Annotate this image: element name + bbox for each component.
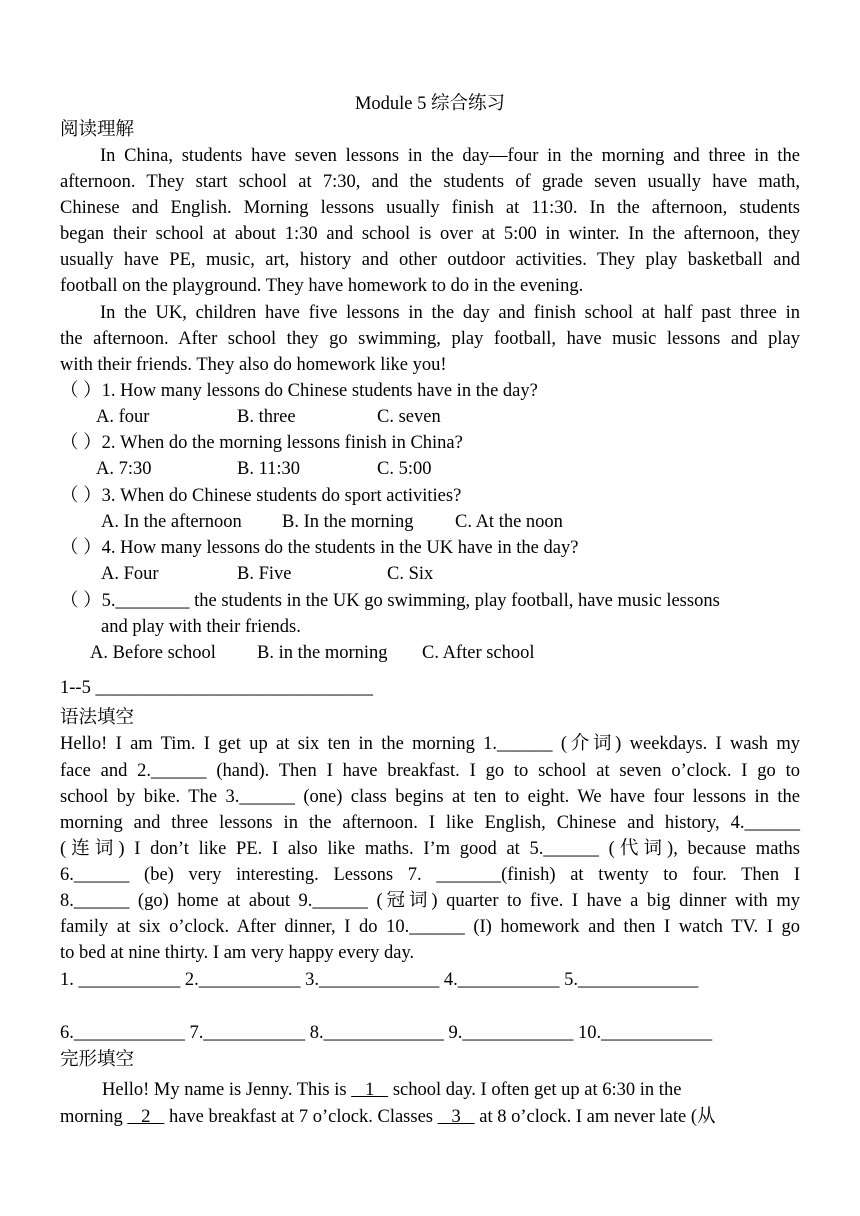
question-1: （ ）1. How many lessons do Chinese students have in the day? [60,381,538,401]
q4-option-a[interactable]: A. Four [101,564,159,584]
question-3: （ ）3. When do Chinese students do sport activities? [60,486,462,506]
cloze-text: school day. I often get up at 6:30 in the [388,1080,682,1100]
question-5-continued: and play with their friends. [101,617,301,637]
grammar-line: (连词) I don’t like PE. I also like maths. I’m good at 5.______ (代词), because maths [60,839,800,859]
page-title: Module 5 综合练习 [354,94,506,114]
cloze-line-2 [60,1104,800,1130]
cloze-text: at 8 o’clock. I am never late (从 [474,1107,716,1127]
grammar-heading: 语法填空 [60,708,135,728]
cloze-text: Hello! My name is Jenny. This is [102,1080,352,1100]
q1-option-b[interactable]: B. three [237,407,296,427]
q2-option-c[interactable]: C. 5:00 [377,459,432,479]
q2-option-b[interactable]: B. 11:30 [237,459,301,479]
cloze-blank-3[interactable]: 3 [437,1107,475,1127]
question-2: （ ）2. When do the morning lessons finish in China? [60,433,463,453]
q3-option-b[interactable]: B. In the morning [282,512,414,532]
grammar-line: face and 2.______ (hand). Then I have breakfast. I go to school at seven o’clock. I go to [60,761,800,781]
reading-para1-line: Chinese and English. Morning lessons usually finish at 11:30. In the afternoon, students [60,198,800,218]
grammar-answers-row-1[interactable]: 1. ___________ 2.___________ 3._____________ 4.___________ 5._____________ [60,970,699,990]
cloze-blank-2[interactable]: 2 [127,1107,165,1127]
grammar-line: 8.______ (go) home at about 9.______ (冠词) quarter to five. I have a big dinner with my [60,891,800,911]
reading-para2-line: the afternoon. After school they go swimming, play football, have music lessons and play [60,329,800,349]
reading-para2-line: In the UK, children have five lessons in the day and finish school at half past three in [100,303,800,323]
grammar-line: to bed at nine thirty. I am very happy every day. [60,943,415,963]
q4-option-b[interactable]: B. Five [237,564,292,584]
grammar-line: morning and three lessons in the afternoon. I like English, Chinese and history, 4.______ [60,813,800,833]
reading-para1-line: football on the playground. They have homework to do in the evening. [60,276,584,296]
cloze-text: have breakfast at 7 o’clock. Classes [164,1107,438,1127]
q5-option-b[interactable]: B. in the morning [257,643,388,663]
grammar-answers-row-2[interactable]: 6.____________ 7.___________ 8._____________ 9.____________ 10.____________ [60,1023,713,1043]
q2-option-a[interactable]: A. 7:30 [96,459,152,479]
grammar-line: 6.______ (be) very interesting. Lessons 7. _______(finish) at twenty to four. Then I [60,865,800,885]
reading-para1-line: usually have PE, music, art, history and other outdoor activities. They play basketball and [60,250,800,270]
q1-option-a[interactable]: A. four [96,407,150,427]
reading-para1-line: afternoon. They start school at 7:30, and the students of grade seven usually have math, [60,172,800,192]
cloze-blank-1[interactable]: 1 [351,1080,389,1100]
q5-option-a[interactable]: A. Before school [90,643,216,663]
grammar-line: Hello! I am Tim. I get up at six ten in the morning 1.______ (介词) weekdays. I wash my [60,734,800,754]
reading-para2-line: with their friends. They also do homework like you! [60,355,447,375]
q1-option-c[interactable]: C. seven [377,407,441,427]
q3-option-a[interactable]: A. In the afternoon [101,512,242,532]
cloze-text: morning [60,1107,128,1127]
q3-option-c[interactable]: C. At the noon [455,512,563,532]
cloze-line-1 [60,1077,800,1103]
reading-heading: 阅读理解 [60,120,135,140]
q4-option-c[interactable]: C. Six [387,564,434,584]
grammar-line: family at six o’clock. After dinner, I do 10.______ (I) homework and then I watch TV. I go [60,917,800,937]
grammar-line: school by bike. The 3.______ (one) class begins at ten to eight. We have four lessons in the [60,787,800,807]
cloze-heading: 完形填空 [60,1050,135,1070]
reading-answer-line[interactable]: 1--5 ______________________________ [60,678,373,698]
reading-para1-line: began their school at about 1:30 and school is over at 5:00 in winter. In the afternoon, they [60,224,800,244]
question-4: （ ）4. How many lessons do the students in the UK have in the day? [60,538,579,558]
question-5: （ ）5.________ the students in the UK go swimming, play football, have music lessons [60,591,720,611]
reading-para1-line: In China, students have seven lessons in the day—four in the morning and three in the [100,146,800,166]
q5-option-c[interactable]: C. After school [422,643,535,663]
